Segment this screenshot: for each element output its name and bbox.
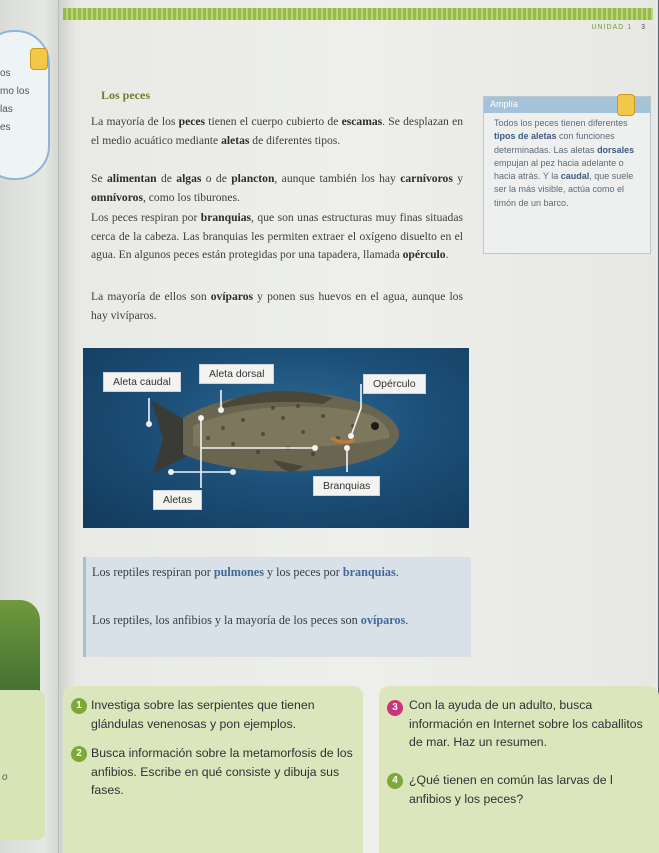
bold-term: branquias <box>342 565 396 579</box>
header-strip <box>63 8 653 20</box>
amplia-text <box>484 113 650 210</box>
paragraph-4 <box>91 288 463 325</box>
amplia-box <box>483 96 651 254</box>
text-run: y <box>452 172 464 185</box>
text-run: La mayoría de los <box>91 115 179 128</box>
label-aletas: Aletas <box>153 490 202 510</box>
paragraph-3 <box>91 209 463 265</box>
bold-term: alimentan <box>106 172 157 185</box>
text-run: , aunque también los hay <box>274 172 401 185</box>
activity-4: ¿Qué tienen en común las larvas de l anfibios y los peces? <box>409 773 613 806</box>
activity-2: Busca información sobre la metamorfosis de los anfibios. Escribe en qué consiste y dibuja sus fases. <box>91 746 353 797</box>
left-page-fragment: o <box>2 772 8 783</box>
text-run: Los reptiles respiran por <box>92 565 214 579</box>
text-run: de <box>156 172 177 185</box>
activity-number: 2 <box>71 746 87 762</box>
bold-term: pulmones <box>213 565 264 579</box>
lock-icon <box>30 48 48 70</box>
label-operculo: Opérculo <box>363 374 426 394</box>
bold-term: peces <box>178 115 206 128</box>
text-run: . <box>395 565 399 579</box>
summary-line-1 <box>92 563 462 582</box>
text-run: de diferentes tipos. <box>249 133 341 147</box>
bold-term: caudal <box>560 171 590 182</box>
text-run: o de <box>201 172 232 185</box>
bold-term: dorsales <box>597 144 635 155</box>
unit-label <box>591 24 646 31</box>
paragraph-2 <box>91 170 463 207</box>
textbook-page <box>58 0 658 853</box>
text-run: . <box>445 248 449 261</box>
paragraph-1 <box>91 113 463 150</box>
bold-term: carnívoros <box>400 172 453 185</box>
activity-number: 3 <box>387 700 403 716</box>
left-page-fragment: os <box>0 68 11 79</box>
amplia-label: Amplía <box>484 97 650 113</box>
text-run: Los peces respiran por <box>91 211 201 224</box>
lock-icon <box>617 94 635 116</box>
activity-1: Investiga sobre las serpientes que tienen glándulas venenosas y pon ejemplos. <box>91 698 315 731</box>
fish-eye <box>371 422 379 430</box>
text-run: Los reptiles, los anfibios y la mayoría de los peces son <box>92 613 361 627</box>
bold-term: escamas <box>341 115 383 128</box>
summary-line-2 <box>92 611 462 630</box>
bold-term: aletas <box>221 133 250 147</box>
section-title: Los peces <box>101 88 150 102</box>
label-aleta-dorsal: Aleta dorsal <box>199 364 274 384</box>
text-run: . <box>405 613 409 627</box>
text-run: con funciones determinadas. Las aletas <box>494 131 615 155</box>
fish-figure <box>83 348 469 528</box>
bold-term: omnívoros <box>91 190 143 204</box>
summary-box <box>83 557 471 657</box>
text-run: . Se desplazan en el medio acuático mediante <box>91 115 464 147</box>
bold-term: branquias <box>200 211 252 224</box>
label-branquias: Branquias <box>313 476 380 496</box>
text-run: tienen el cuerpo cubierto de <box>205 115 342 128</box>
left-page-fragment: mo los <box>0 86 30 97</box>
bold-term: tipos de aletas <box>494 131 557 142</box>
bold-term: opérculo <box>402 248 446 261</box>
fish-tail <box>151 400 187 474</box>
activity-number: 1 <box>71 698 87 714</box>
text-run: , como los tiburones. <box>142 190 240 204</box>
text-run: Se <box>91 172 107 185</box>
text-run: , que son unas estructuras muy finas situadas cerca de la cabeza. Las branquias les permiten extraer el oxígeno disuelto en el agua. En algunos peces están protegidas por una tapadera, llamada <box>91 211 463 261</box>
bold-term: plancton <box>231 172 275 185</box>
unit-text: UNIDAD 1 <box>591 24 633 31</box>
text-run: y los peces por <box>263 565 343 579</box>
text-run: La mayoría de ellos son <box>91 290 211 303</box>
text-run: y ponen sus huevos en el agua, aunque los hay vivíparos. <box>91 290 463 322</box>
left-page-fragment: las <box>0 104 13 115</box>
text-run: , que suele ser la más visible, actúa como el timón de un barco. <box>494 171 634 208</box>
bold-term: algas <box>176 172 202 185</box>
left-page-fragment: es <box>0 122 11 133</box>
left-activity-box <box>0 690 45 840</box>
text-run: empujan al pez hacia adelante o hacia atrás. Y la <box>494 157 624 182</box>
text-run: Todos los peces tienen diferentes <box>494 118 628 128</box>
activity-number: 4 <box>387 773 403 789</box>
bold-term: ovíparos <box>360 613 406 627</box>
bold-term: ovíparos <box>210 290 254 303</box>
label-aleta-caudal: Aleta caudal <box>103 372 181 392</box>
activity-3: Con la ayuda de un adulto, busca información en Internet sobre los caballitos de mar. Haz un resumen. <box>409 698 643 749</box>
page-number: 3 <box>641 24 646 31</box>
left-facing-page <box>0 0 62 853</box>
